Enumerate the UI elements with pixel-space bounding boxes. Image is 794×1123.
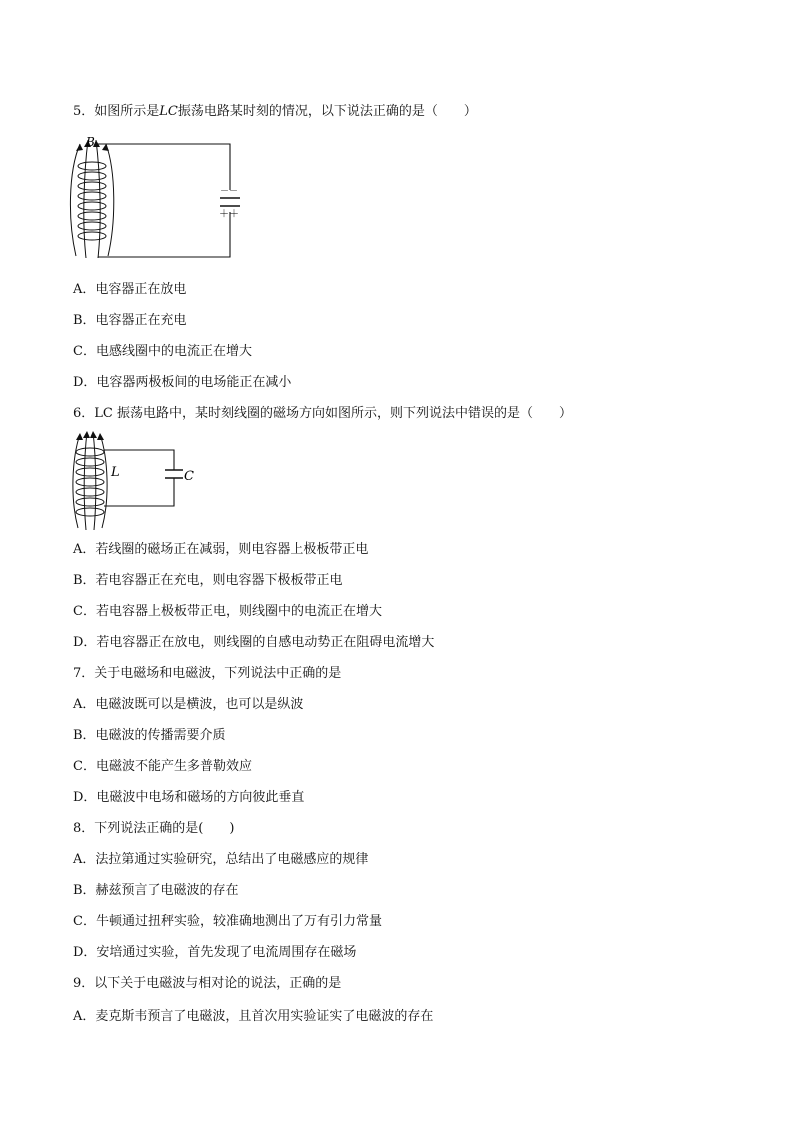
question-5-option-a: A．电容器正在放电 [73,282,187,297]
question-5-stem [73,103,477,121]
question-8-option-d: D．安培通过实验，首先发现了电流周围存在磁场 [73,945,357,960]
question-6-option-b: B．若电容器正在充电，则电容器下极板带正电 [73,573,343,588]
question-6-label-l: L [111,465,120,480]
question-8-option-c: C．牛顿通过扭秤实验，较准确地测出了万有引力常量 [73,914,382,929]
question-7-stem: 7．关于电磁场和电磁波，下列说法中正确的是 [73,666,342,681]
question-9-stem: 9．以下关于电磁波与相对论的说法，正确的是 [73,976,342,991]
question-5-label-b: B [86,135,95,149]
question-6-option-c: C．若电容器上极板带正电，则线圈中的电流正在增大 [73,604,382,619]
question-6-figure-lc-circuit [66,428,206,532]
question-7-option-d: D．电磁波中电场和磁场的方向彼此垂直 [73,790,305,805]
question-5-option-b: B．电容器正在充电 [73,313,187,328]
question-5-capacitor-top-sign: －－ [220,187,239,197]
question-7-option-b: B．电磁波的传播需要介质 [73,728,226,743]
question-7-option-a: A．电磁波既可以是横波，也可以是纵波 [73,697,304,712]
question-6-stem: 6．LC 振荡电路中，某时刻线圈的磁场方向如图所示，则下列说法中错误的是（ ） [73,406,572,421]
question-5-option-c: C．电感线圈中的电流正在增大 [73,344,252,359]
question-6-label-c: C [184,469,194,484]
question-5-option-d: D．电容器两极板间的电场能正在减小 [73,375,292,390]
question-7-option-c: C．电磁波不能产生多普勒效应 [73,759,252,774]
question-9-option-a: A．麦克斯韦预言了电磁波，且首次用实验证实了电磁波的存在 [73,1009,434,1024]
question-5-figure-lc-circuit [62,132,242,264]
question-8-stem: 8．下列说法正确的是( ) [73,821,235,836]
question-6-option-d: D．若电容器正在放电，则线圈的自感电动势正在阻碍电流增大 [73,635,435,650]
question-5-capacitor-bottom-sign: ＋＋ [219,209,239,220]
question-5-stem-lc: LC [159,104,178,119]
question-6-option-a: A．若线圈的磁场正在减弱，则电容器上极板带正电 [73,542,369,557]
question-5-stem-prefix: 5．如图所示是 [73,104,160,119]
question-5-stem-suffix: 振荡电路某时刻的情况，以下说法正确的是（ ） [177,104,477,119]
question-8-option-a: A．法拉第通过实验研究，总结出了电磁感应的规律 [73,852,369,867]
question-8-option-b: B．赫兹预言了电磁波的存在 [73,883,239,898]
